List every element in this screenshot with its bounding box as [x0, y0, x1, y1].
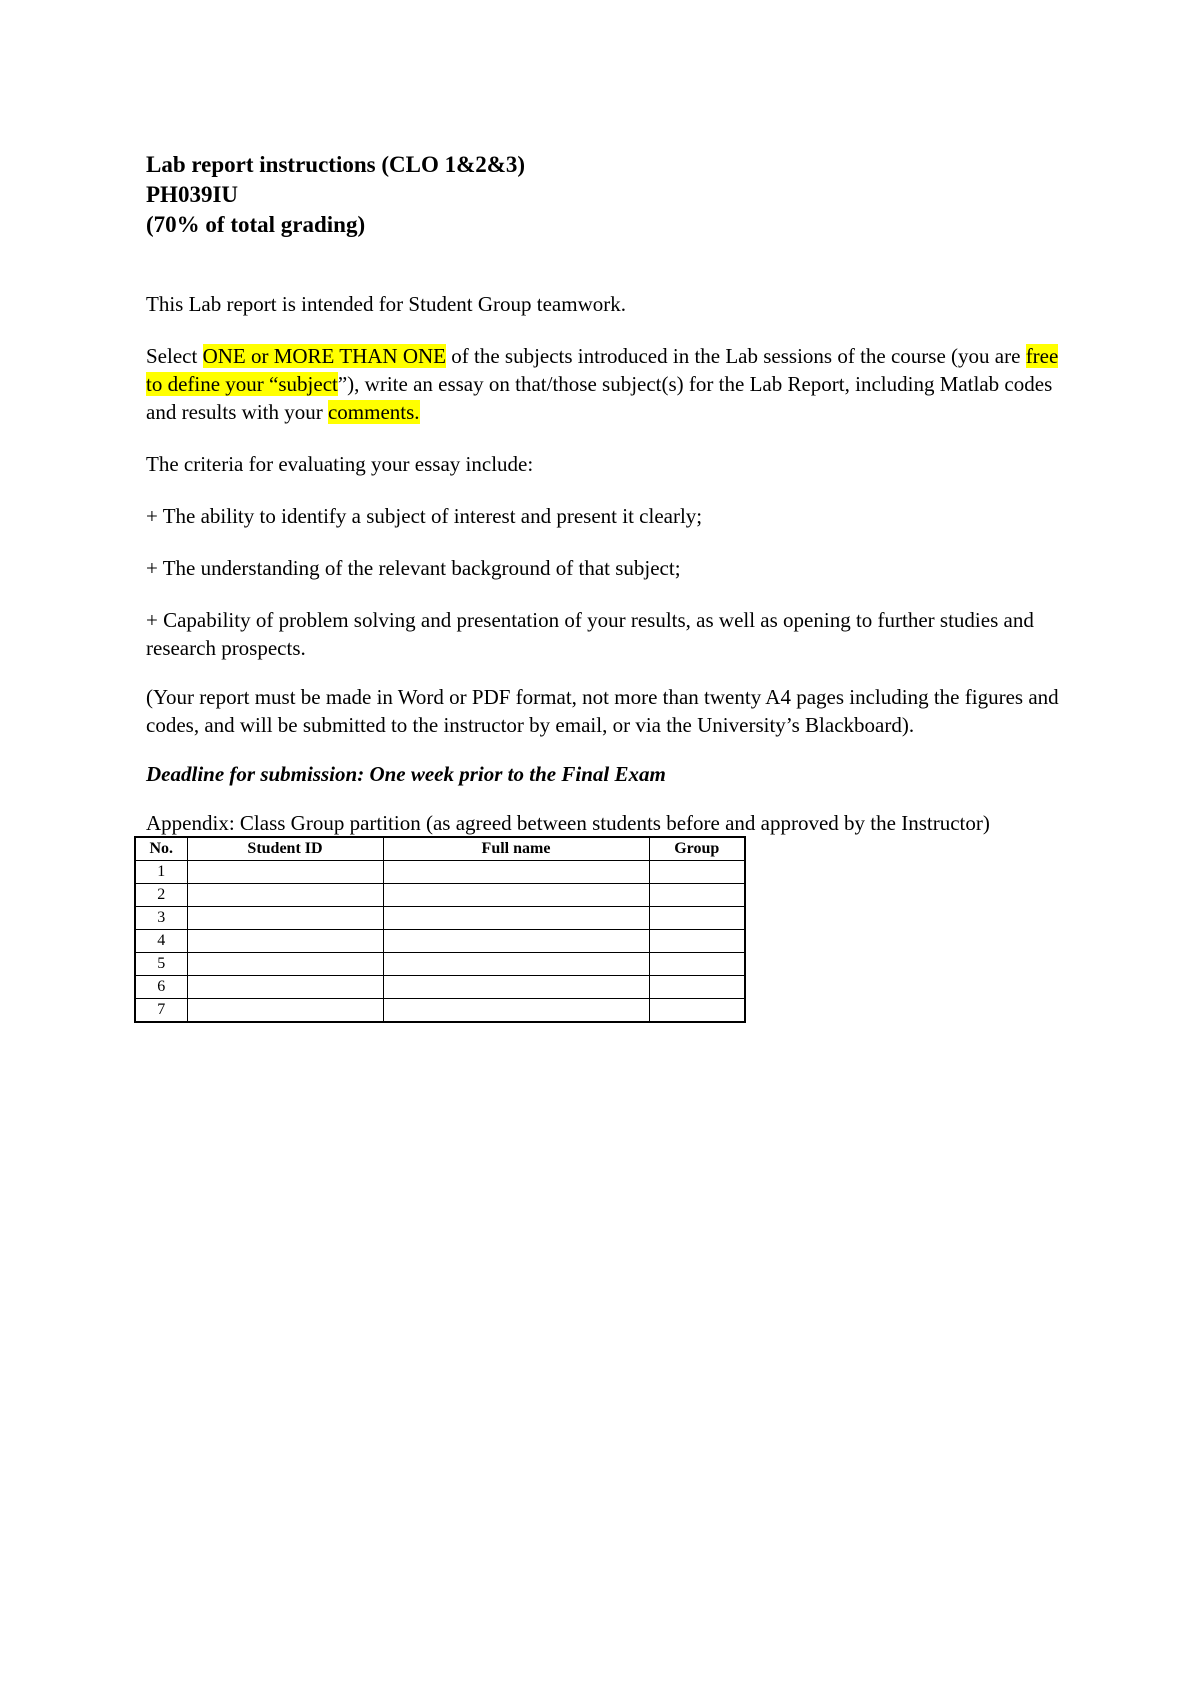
- full-name-cell[interactable]: [383, 999, 649, 1023]
- table-row: [135, 976, 745, 999]
- select-text-3: ”), write an essay on that/those subject(s) for the Lab Report, including Matlab codes and results with your: [146, 372, 1053, 424]
- full-name-cell[interactable]: [383, 953, 649, 976]
- full-name-cell[interactable]: [383, 884, 649, 907]
- header-no: No.: [135, 837, 187, 861]
- row-number: 2: [135, 884, 187, 907]
- highlight-comments: comments.: [327, 400, 420, 424]
- student-id-cell[interactable]: [187, 930, 383, 953]
- table-row: [135, 953, 745, 976]
- row-number: 3: [135, 907, 187, 930]
- title-block: [146, 150, 1066, 240]
- format-note: (Your report must be made in Word or PDF format, not more than twenty A4 pages including the figures and codes, and will be submitted to the instructor by email, or via the University’s Blackboard).: [146, 685, 1059, 737]
- group-cell[interactable]: [649, 907, 745, 930]
- criteria-intro: The criteria for evaluating your essay include:: [146, 452, 534, 476]
- table-header-row: [135, 837, 745, 861]
- row-number: 5: [135, 953, 187, 976]
- table-row: [135, 861, 745, 884]
- row-number: 6: [135, 976, 187, 999]
- group-cell[interactable]: [649, 953, 745, 976]
- student-id-cell[interactable]: [187, 884, 383, 907]
- group-cell[interactable]: [649, 976, 745, 999]
- select-text-2: of the subjects introduced in the Lab sessions of the course (you are: [446, 344, 1026, 368]
- group-cell[interactable]: [649, 861, 745, 884]
- appendix-text: Appendix: Class Group partition (as agreed between students before and approved by the Instructor): [146, 811, 990, 835]
- criteria-item-1: + The ability to identify a subject of interest and present it clearly;: [146, 504, 703, 528]
- full-name-cell[interactable]: [383, 930, 649, 953]
- student-id-cell[interactable]: [187, 976, 383, 999]
- student-id-cell[interactable]: [187, 953, 383, 976]
- header-full-name: Full name: [383, 837, 649, 861]
- select-text-1: Select: [146, 344, 203, 368]
- row-number: 7: [135, 999, 187, 1023]
- full-name-cell[interactable]: [383, 976, 649, 999]
- group-cell[interactable]: [649, 884, 745, 907]
- document-page: [146, 150, 1066, 1023]
- table-row: [135, 930, 745, 953]
- full-name-cell[interactable]: [383, 861, 649, 884]
- header-group: Group: [649, 837, 745, 861]
- group-cell[interactable]: [649, 999, 745, 1023]
- highlight-one-or-more: ONE or MORE THAN ONE: [202, 344, 446, 368]
- table-row: [135, 884, 745, 907]
- student-id-cell[interactable]: [187, 907, 383, 930]
- table-row: [135, 907, 745, 930]
- student-id-cell[interactable]: [187, 999, 383, 1023]
- table-row: [135, 999, 745, 1023]
- full-name-cell[interactable]: [383, 907, 649, 930]
- header-student-id: Student ID: [187, 837, 383, 861]
- grading-weight: (70% of total grading): [146, 212, 366, 237]
- select-paragraph: [146, 342, 1066, 426]
- highlight-free-subject: free to define your “subject: [146, 344, 1059, 396]
- group-cell[interactable]: [649, 930, 745, 953]
- row-number: 1: [135, 861, 187, 884]
- group-partition-table: [134, 836, 746, 1023]
- document-title: Lab report instructions (CLO 1&2&3): [146, 152, 526, 177]
- course-code: PH039IU: [146, 182, 238, 207]
- row-number: 4: [135, 930, 187, 953]
- intro-paragraph: This Lab report is intended for Student Group teamwork.: [146, 292, 626, 316]
- criteria-item-3: + Capability of problem solving and presentation of your results, as well as opening to further studies and research prospects.: [146, 608, 1034, 660]
- student-id-cell[interactable]: [187, 861, 383, 884]
- criteria-item-2: + The understanding of the relevant background of that subject;: [146, 556, 681, 580]
- deadline: Deadline for submission: One week prior to the Final Exam: [146, 762, 666, 786]
